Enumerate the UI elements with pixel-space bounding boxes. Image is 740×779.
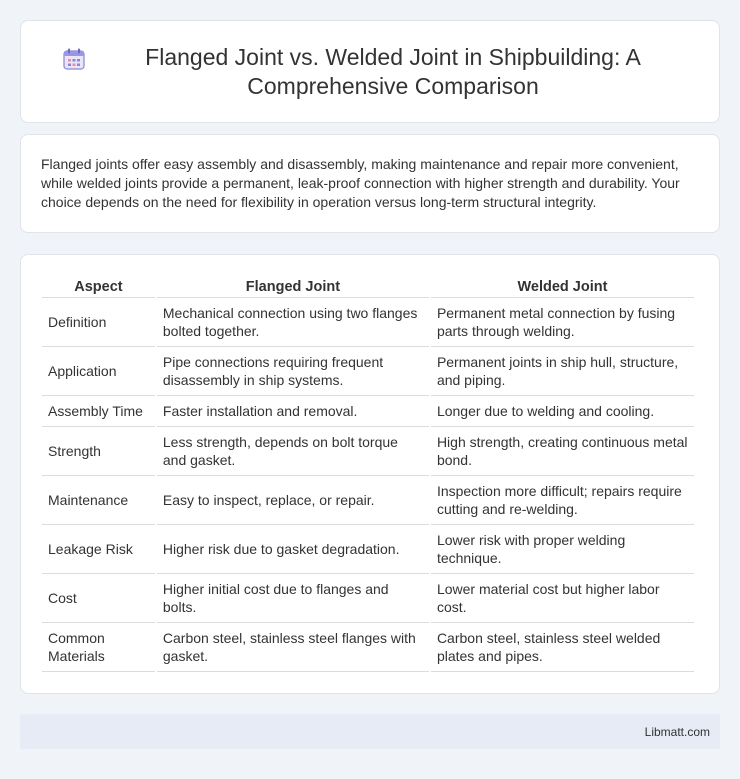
page-title: Flanged Joint vs. Welded Joint in Shipbuilding: A Comprehensive Comparison <box>145 43 641 99</box>
title-wrap <box>21 21 719 122</box>
row-welded: Carbon steel, stainless steel welded plates and pipes. <box>431 623 694 672</box>
table-row <box>42 396 694 427</box>
row-welded: Permanent metal connection by fusing parts through welding. <box>431 298 694 347</box>
table-row <box>42 298 694 347</box>
row-aspect: Definition <box>42 298 155 347</box>
table-row <box>42 476 694 525</box>
row-welded: Permanent joints in ship hull, structure, and piping. <box>431 347 694 396</box>
footer <box>20 714 720 749</box>
row-aspect: Application <box>42 347 155 396</box>
header-aspect: Aspect <box>42 275 155 298</box>
title-card <box>20 20 720 123</box>
footer-source-link[interactable]: Libmatt.com <box>644 724 710 739</box>
intro-card <box>20 134 720 233</box>
row-aspect: Maintenance <box>42 476 155 525</box>
calendar-icon <box>61 46 87 72</box>
table-row <box>42 347 694 396</box>
row-welded: High strength, creating continuous metal bond. <box>431 427 694 476</box>
row-welded: Lower risk with proper welding technique. <box>431 525 694 574</box>
row-flanged: Less strength, depends on bolt torque and gasket. <box>157 427 429 476</box>
row-aspect: Cost <box>42 574 155 623</box>
comparison-table <box>40 275 696 672</box>
row-welded: Lower material cost but higher labor cost. <box>431 574 694 623</box>
comparison-card <box>20 254 720 694</box>
row-flanged: Carbon steel, stainless steel flanges with gasket. <box>157 623 429 672</box>
table-header-row <box>42 275 694 298</box>
table-row <box>42 525 694 574</box>
row-flanged: Faster installation and removal. <box>157 396 429 427</box>
row-welded: Longer due to welding and cooling. <box>431 396 694 427</box>
row-aspect: Leakage Risk <box>42 525 155 574</box>
header-welded-joint: Welded Joint <box>431 275 694 298</box>
header-flanged-joint: Flanged Joint <box>157 275 429 298</box>
table-row <box>42 574 694 623</box>
intro-text: Flanged joints offer easy assembly and disassembly, making maintenance and repair more convenient, while welded joints provide a permanent, leak-proof connection with higher strength and durability. Your choice depends on the need for flexibility in operation versus long-term structural integrity. <box>41 156 680 210</box>
row-flanged: Higher initial cost due to flanges and bolts. <box>157 574 429 623</box>
table-row <box>42 623 694 672</box>
row-welded: Inspection more difficult; repairs require cutting and re-welding. <box>431 476 694 525</box>
table-row <box>42 427 694 476</box>
row-flanged: Mechanical connection using two flanges bolted together. <box>157 298 429 347</box>
row-flanged: Higher risk due to gasket degradation. <box>157 525 429 574</box>
row-aspect: Common Materials <box>42 623 155 672</box>
row-flanged: Easy to inspect, replace, or repair. <box>157 476 429 525</box>
row-aspect: Assembly Time <box>42 396 155 427</box>
row-aspect: Strength <box>42 427 155 476</box>
row-flanged: Pipe connections requiring frequent disassembly in ship systems. <box>157 347 429 396</box>
